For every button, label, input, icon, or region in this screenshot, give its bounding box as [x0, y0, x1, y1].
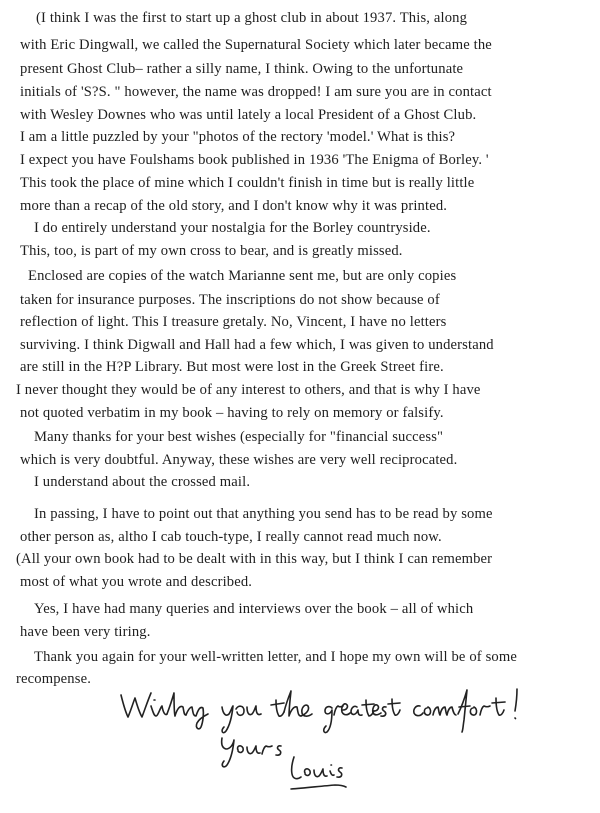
letter-line: have been very tiring.	[20, 624, 151, 640]
letter-line: Yes, I have had many queries and interviews over the book – all of which	[34, 601, 474, 617]
letter-line: surviving. I think Digwall and Hall had a few which, I was given to understand	[20, 337, 494, 353]
letter-line: other person as, altho I cab touch-type, I really cannot read much now.	[20, 529, 442, 545]
letter-line: Thank you again for your well-written letter, and I hope my own will be of some	[34, 649, 518, 665]
handwritten-valediction	[222, 738, 281, 767]
letter-line: more than a recap of the old story, and I don't know why it was printed.	[20, 198, 448, 214]
letter-line: This, too, is part of my own cross to bear, and is greatly missed.	[20, 243, 403, 259]
handwritten-closing	[121, 689, 517, 733]
letter-line: This took the place of mine which I couldn't finish in time but is really little	[20, 175, 475, 191]
letter-line: Many thanks for your best wishes (especially for "financial success"	[34, 429, 444, 445]
letter-line: I never thought they would be of any interest to others, and that is why I have	[16, 382, 481, 398]
letter-line: most of what you wrote and described.	[20, 574, 253, 590]
letter-line: with Eric Dingwall, we called the Supernatural Society which later became the	[20, 37, 492, 53]
letter-line: In passing, I have to point out that anything you send has to be read by some	[34, 506, 493, 522]
letter-line: Enclosed are copies of the watch Marianne sent me, but are only copies	[28, 268, 457, 284]
letter-line: I am a little puzzled by your "photos of the rectory 'model.' What is this?	[20, 129, 456, 145]
letter-line: recompense.	[16, 671, 91, 687]
letter-line: I understand about the crossed mail.	[34, 474, 251, 490]
letter-line: I do entirely understand your nostalgia for the Borley countryside.	[34, 220, 431, 236]
letter-line: present Ghost Club– rather a silly name, I think. Owing to the unfortunate	[20, 61, 464, 77]
letter-line: taken for insurance purposes. The inscriptions do not show because of	[20, 292, 440, 308]
letter-line: with Wesley Downes who was until lately a local President of a Ghost Club.	[20, 107, 477, 123]
letter-line: which is very doubtful. Anyway, these wishes are very well reciprocated.	[20, 452, 458, 468]
letter-line: (I think I was the first to start up a ghost club in about 1937. This, along	[36, 10, 468, 26]
letter-line: initials of 'S?S. " however, the name was dropped! I am sure you are in contact	[20, 84, 492, 100]
letter-line: (All your own book had to be dealt with in this way, but I think I can remember	[16, 551, 493, 567]
letter-line: not quoted verbatim in my book – having to rely on memory or falsify.	[20, 405, 444, 421]
letter-line: I expect you have Foulshams book published in 1936 'The Enigma of Borley. '	[20, 152, 489, 168]
letter-line: are still in the H?P Library. But most were lost in the Greek Street fire.	[20, 359, 444, 375]
letter-line: reflection of light. This I treasure gretaly. No, Vincent, I have no letters	[20, 314, 447, 330]
handwritten-name	[291, 757, 346, 789]
